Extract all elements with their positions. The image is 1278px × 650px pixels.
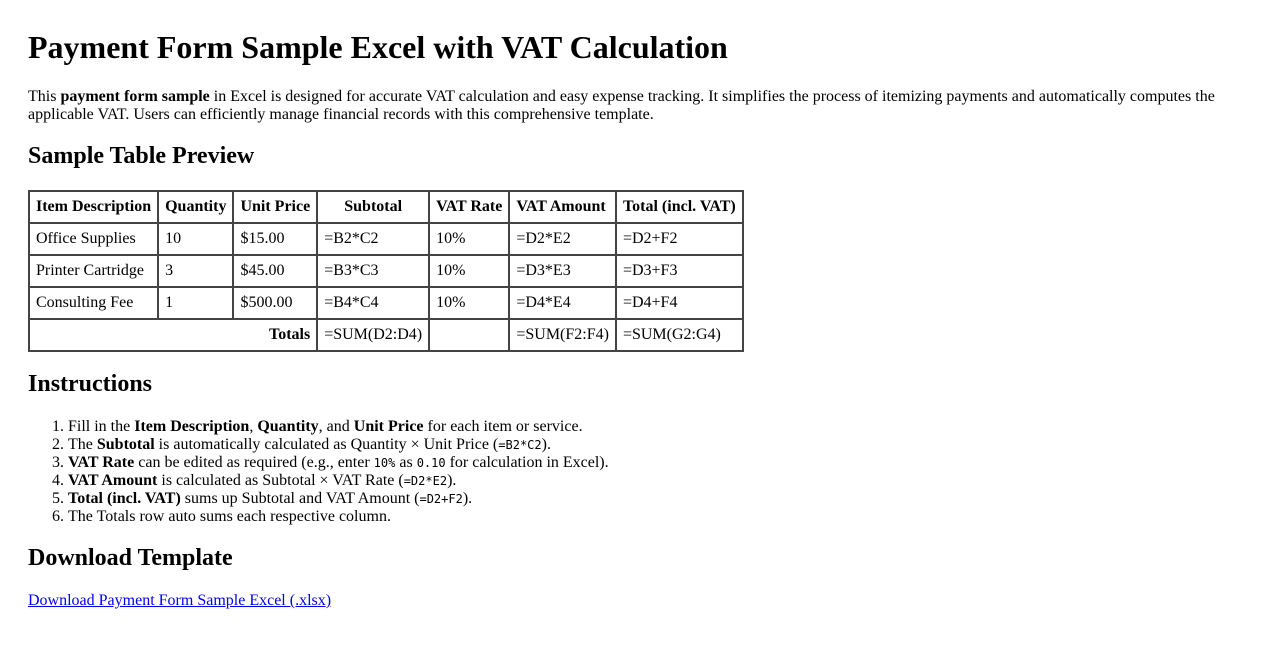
cell-vat-rate: 10% bbox=[429, 223, 509, 255]
header-item-description: Item Description bbox=[29, 191, 158, 223]
header-vat-amount: VAT Amount bbox=[509, 191, 616, 223]
header-vat-rate: VAT Rate bbox=[429, 191, 509, 223]
instruction-bold: Subtotal bbox=[96, 436, 155, 453]
download-heading: Download Template bbox=[28, 545, 233, 571]
intro-suffix: in Excel is designed for accurate VAT calculation and easy expense tracking. It simplifies the process of itemizing payments and automatically computes the applicable VAT. Users can efficiently manage financial records with this comprehensive template. bbox=[28, 88, 1215, 123]
instruction-code: =B2*C2 bbox=[498, 438, 542, 452]
totals-subtotal: =SUM(D2:D4) bbox=[317, 319, 429, 351]
instruction-text: sums up Subtotal and VAT Amount ( bbox=[180, 490, 420, 507]
cell-subtotal: =B3*C3 bbox=[317, 255, 429, 287]
totals-vat-rate bbox=[429, 319, 509, 351]
instruction-text: The bbox=[68, 436, 97, 453]
instruction-bold: Item Description bbox=[134, 418, 250, 435]
cell-quantity: 3 bbox=[158, 255, 233, 287]
instruction-code: 10% bbox=[373, 456, 396, 470]
instruction-code: 0.10 bbox=[416, 456, 446, 470]
cell-vat-amount: =D2*E2 bbox=[509, 223, 616, 255]
instruction-text: ). bbox=[447, 472, 457, 489]
instruction-item bbox=[68, 490, 1250, 508]
instruction-bold: Total (incl. VAT) bbox=[68, 490, 181, 507]
instruction-text: is calculated as Subtotal × VAT Rate ( bbox=[157, 472, 404, 489]
instruction-text: The Totals row auto sums each respective column. bbox=[68, 508, 391, 525]
totals-total: =SUM(G2:G4) bbox=[616, 319, 743, 351]
cell-vat-rate: 10% bbox=[429, 255, 509, 287]
totals-row bbox=[29, 319, 743, 351]
instruction-text: , and bbox=[318, 418, 354, 435]
sample-table bbox=[28, 190, 744, 352]
instruction-item bbox=[68, 472, 1250, 490]
totals-label: Totals bbox=[29, 319, 317, 351]
cell-vat-amount: =D3*E3 bbox=[509, 255, 616, 287]
download-paragraph bbox=[28, 592, 1250, 610]
cell-unit-price: $15.00 bbox=[233, 223, 317, 255]
cell-quantity: 10 bbox=[158, 223, 233, 255]
header-total-incl-vat: Total (incl. VAT) bbox=[616, 191, 743, 223]
cell-total: =D2+F2 bbox=[616, 223, 743, 255]
cell-subtotal: =B2*C2 bbox=[317, 223, 429, 255]
cell-item-description: Printer Cartridge bbox=[29, 255, 158, 287]
instruction-bold: VAT Amount bbox=[68, 472, 158, 489]
instruction-text: for calculation in Excel). bbox=[445, 454, 609, 471]
instruction-item bbox=[68, 454, 1250, 472]
instruction-bold: Quantity bbox=[257, 418, 319, 435]
instruction-text: as bbox=[395, 454, 417, 471]
cell-total: =D3+F3 bbox=[616, 255, 743, 287]
header-subtotal: Subtotal bbox=[317, 191, 429, 223]
instruction-text: ). bbox=[541, 436, 551, 453]
instruction-bold: Unit Price bbox=[353, 418, 424, 435]
instruction-code: =D2+F2 bbox=[419, 492, 463, 506]
instructions-heading: Instructions bbox=[28, 371, 153, 397]
instruction-text: for each item or service. bbox=[423, 418, 583, 435]
cell-item-description: Office Supplies bbox=[29, 223, 158, 255]
intro-paragraph bbox=[28, 88, 1250, 124]
cell-subtotal: =B4*C4 bbox=[317, 287, 429, 319]
cell-unit-price: $45.00 bbox=[233, 255, 317, 287]
cell-vat-rate: 10% bbox=[429, 287, 509, 319]
intro-prefix: This bbox=[28, 88, 61, 105]
download-template-link[interactable]: Download Payment Form Sample Excel (.xlsx) bbox=[28, 592, 332, 609]
cell-vat-amount: =D4*E4 bbox=[509, 287, 616, 319]
cell-quantity: 1 bbox=[158, 287, 233, 319]
instructions-list bbox=[28, 418, 1250, 526]
table-row bbox=[29, 255, 743, 287]
instruction-item bbox=[68, 418, 1250, 436]
instruction-text: , bbox=[249, 418, 258, 435]
instruction-bold: VAT Rate bbox=[68, 454, 135, 471]
intro-bold-keyword: payment form sample bbox=[60, 88, 210, 105]
instruction-text: is automatically calculated as Quantity × Unit Price ( bbox=[154, 436, 499, 453]
instruction-code: =D2*E2 bbox=[403, 474, 448, 488]
table-header-row bbox=[29, 191, 743, 223]
header-quantity: Quantity bbox=[158, 191, 233, 223]
instruction-text: can be edited as required (e.g., enter bbox=[134, 454, 374, 471]
instruction-item bbox=[68, 508, 1250, 526]
instruction-item bbox=[68, 436, 1250, 454]
instruction-text: ). bbox=[462, 490, 473, 507]
totals-vat-amount: =SUM(F2:F4) bbox=[509, 319, 616, 351]
table-row bbox=[29, 287, 743, 319]
cell-unit-price: $500.00 bbox=[233, 287, 317, 319]
table-row bbox=[29, 223, 743, 255]
table-section-heading: Sample Table Preview bbox=[28, 143, 255, 169]
instruction-text: Fill in the bbox=[68, 418, 135, 435]
header-unit-price: Unit Price bbox=[233, 191, 317, 223]
cell-total: =D4+F4 bbox=[616, 287, 743, 319]
page-title: Payment Form Sample Excel with VAT Calculation bbox=[28, 29, 728, 65]
cell-item-description: Consulting Fee bbox=[29, 287, 158, 319]
